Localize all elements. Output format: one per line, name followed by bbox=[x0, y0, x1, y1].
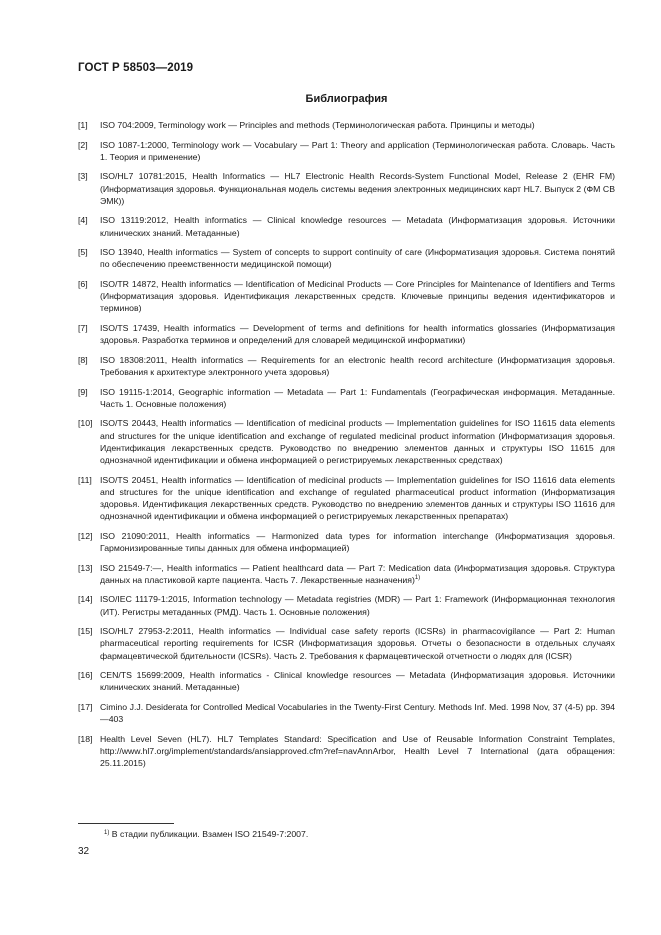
reference-number: [18] bbox=[78, 733, 93, 744]
reference-text-wrap bbox=[100, 119, 615, 131]
reference-text-wrap bbox=[100, 417, 615, 466]
reference-item bbox=[78, 593, 615, 617]
reference-text: ISO/HL7 27953-2:2011, Health informatics — Individual case safety reports (ICSRs) in pharmacovigilance — Part 2: Human pharmaceutical reporting requirements for ICSR (Информатизация здоровья. Отчеты о безопасности в отдельных случаях фармацевтической бдительности (ICSRs). Часть 2. Требования к фармацевтической отчетности о людях для (ICSR) bbox=[100, 626, 615, 661]
reference-text: ISO 21549-7:—, Health informatics — Patient healthcard data — Part 7: Medication data (Информатизация здоровья. Структура данных на пластиковой карте пациента. Часть 7. Лекарственные назначения) bbox=[100, 562, 615, 585]
reference-item bbox=[78, 119, 615, 131]
reference-text: ISO 21090:2011, Health informatics — Harmonized data types for information interchange (Информатизация здоровья. Гармонизированные типы данных для обмена информацией) bbox=[100, 530, 615, 553]
reference-text-wrap bbox=[100, 562, 615, 586]
reference-text-wrap bbox=[100, 474, 615, 523]
reference-text: ISO 13940, Health informatics — System of concepts to support continuity of care (Информатизация здоровья. Система понятий по обеспечению преемственности медицинской помощи) bbox=[100, 247, 615, 270]
reference-number: [3] bbox=[78, 171, 88, 182]
reference-number: [11] bbox=[78, 474, 92, 485]
reference-text-wrap bbox=[100, 530, 615, 554]
reference-text-wrap bbox=[100, 354, 615, 378]
standard-header: ГОСТ Р 58503—2019 bbox=[78, 62, 194, 74]
reference-text-wrap bbox=[100, 278, 615, 315]
reference-text-wrap bbox=[100, 214, 615, 238]
reference-text-wrap bbox=[100, 139, 615, 163]
reference-number: [9] bbox=[78, 386, 88, 397]
reference-text: Health Level Seven (HL7). HL7 Templates Standard: Specification and Use of Reusable Information Constraint Templates, http://www.hl7.org/implement/standards/ansiapproved.cfm?ref=navAnnArbor, Health Level 7 International (дата обращения: 25.11.2015) bbox=[100, 733, 615, 769]
reference-text-wrap bbox=[100, 170, 615, 207]
reference-text: ISO 704:2009, Terminology work — Principles and methods (Терминологическая работа. Принципы и методы) bbox=[100, 120, 535, 130]
reference-text: ISO 1087-1:2000, Terminology work — Vocabulary — Part 1: Theory and application (Терминологическая работа. Словарь. Часть 1. Теория и применение) bbox=[100, 139, 615, 162]
reference-text: ISO 13119:2012, Health informatics — Clinical knowledge resources — Metadata (Информатизация здоровья. Источники клинических знаний. Метаданные) bbox=[100, 215, 615, 238]
reference-number: [7] bbox=[78, 322, 88, 333]
reference-text: ISO/IEC 11179-1:2015, Information technology — Metadata registries (MDR) — Part 1: Framework (Информационная технология (ИТ). Регистры метаданных (РМД). Часть 1. Основные положения) bbox=[100, 594, 615, 617]
reference-item bbox=[78, 701, 615, 725]
reference-number: [5] bbox=[78, 247, 88, 258]
reference-item bbox=[78, 354, 615, 378]
reference-item bbox=[78, 417, 615, 466]
reference-number: [2] bbox=[78, 139, 88, 150]
reference-item bbox=[78, 669, 615, 693]
reference-text-wrap bbox=[100, 386, 615, 410]
reference-text-wrap bbox=[100, 733, 615, 770]
reference-number: [15] bbox=[78, 626, 93, 637]
reference-text: ISO/TS 20451, Health informatics — Identification of medicinal products — Implementation guidelines for ISO 11616 data elements and structures for the unique identification and exchange of regulated pharmaceutical product information (Информатизация здоровья. Идентификация лекарственных средств. Руководство по внедрению элементов данных и структуры ISO 11616 для однозначной идентификации и обмена информацией о регистрируемых лекарственных препаратах) bbox=[100, 474, 615, 522]
reference-item bbox=[78, 170, 615, 207]
reference-text: ISO/TR 14872, Health informatics — Identification of Medicinal Products — Core Principles for Maintenance of Identifiers and Terms (Информатизация здоровья. Идентификация лекарственных средств. Ключевые принципы ведения идентификаторов и терминов) bbox=[100, 278, 615, 314]
reference-number: [10] bbox=[78, 418, 93, 429]
reference-item bbox=[78, 139, 615, 163]
reference-item bbox=[78, 386, 615, 410]
footnote bbox=[104, 828, 308, 840]
reference-text: ISO 18308:2011, Health informatics — Requirements for an electronic health record architecture (Информатизация здоровья. Требования к архитектуре электронного учета здоровья) bbox=[100, 354, 615, 377]
reference-item bbox=[78, 246, 615, 270]
reference-number: [13] bbox=[78, 562, 93, 573]
reference-text: ISO/TS 20443, Health informatics — Identification of medicinal products — Implementation guidelines for ISO 11615 data elements and structures for the unique identification and exchange of regulated medicinal product information (Информатизация здоровья. Идентификация лекарственных средств. Руководство по внедрению элементов данных и структуры ISO 11615 для однозначной идентификации и обмена информацией о регистрируемых лекарственных средствах) bbox=[100, 418, 615, 465]
reference-number: [4] bbox=[78, 215, 88, 226]
reference-text-wrap bbox=[100, 593, 615, 617]
reference-item bbox=[78, 322, 615, 346]
reference-list bbox=[78, 119, 615, 777]
footnote-text: В стадии публикации. Взамен ISO 21549-7:2007. bbox=[111, 829, 309, 839]
reference-text: ISO/TS 17439, Health informatics — Development of terms and definitions for health informatics glossaries (Информатизация здоровья. Разработка терминов и определений для словарей медицинской информатики) bbox=[100, 322, 615, 346]
reference-number: [12] bbox=[78, 530, 93, 541]
footnote-marker: 1) bbox=[104, 830, 110, 836]
footnote-divider bbox=[78, 823, 174, 824]
reference-text: Cimino J.J. Desiderata for Controlled Medical Vocabularies in the Twenty-First Century. Methods Inf. Med. 1998 Nov, 37 (4-5) pp. 394—403 bbox=[100, 701, 615, 725]
reference-item bbox=[78, 562, 615, 586]
reference-item bbox=[78, 530, 615, 554]
footnote-reference-marker: 1) bbox=[414, 574, 421, 581]
reference-number: [16] bbox=[78, 670, 93, 681]
reference-text-wrap bbox=[100, 625, 615, 662]
reference-item bbox=[78, 474, 615, 523]
reference-number: [8] bbox=[78, 354, 88, 365]
reference-item bbox=[78, 214, 615, 238]
reference-item bbox=[78, 733, 615, 770]
reference-item bbox=[78, 625, 615, 662]
bibliography-title: Библиография bbox=[305, 93, 388, 105]
page-number: 32 bbox=[78, 846, 90, 857]
reference-text-wrap bbox=[100, 246, 615, 270]
reference-number: [1] bbox=[78, 120, 88, 130]
reference-item bbox=[78, 278, 615, 315]
reference-text: CEN/TS 15699:2009, Health informatics - Clinical knowledge resources — Metadata (Информатизация здоровья. Источники клинических знаний. Метаданные) bbox=[100, 670, 615, 693]
reference-text: ISO/HL7 10781:2015, Health Informatics — HL7 Electronic Health Records-System Functional Model, Release 2 (EHR FM) (Информатизация здоровья. Функциональная модель системы ведения электронных медицинских карт HL7. Выпуск 2 (ФМ СВ ЭМК)) bbox=[100, 171, 615, 206]
reference-number: [17] bbox=[78, 701, 93, 712]
reference-text-wrap bbox=[100, 669, 615, 693]
reference-text-wrap bbox=[100, 701, 615, 725]
reference-number: [6] bbox=[78, 278, 88, 289]
reference-text: ISO 19115-1:2014, Geographic information — Metadata — Part 1: Fundamentals (Географическая информация. Метаданные. Часть 1. Основные положения) bbox=[100, 386, 615, 409]
reference-number: [14] bbox=[78, 594, 93, 605]
reference-text-wrap bbox=[100, 322, 615, 346]
